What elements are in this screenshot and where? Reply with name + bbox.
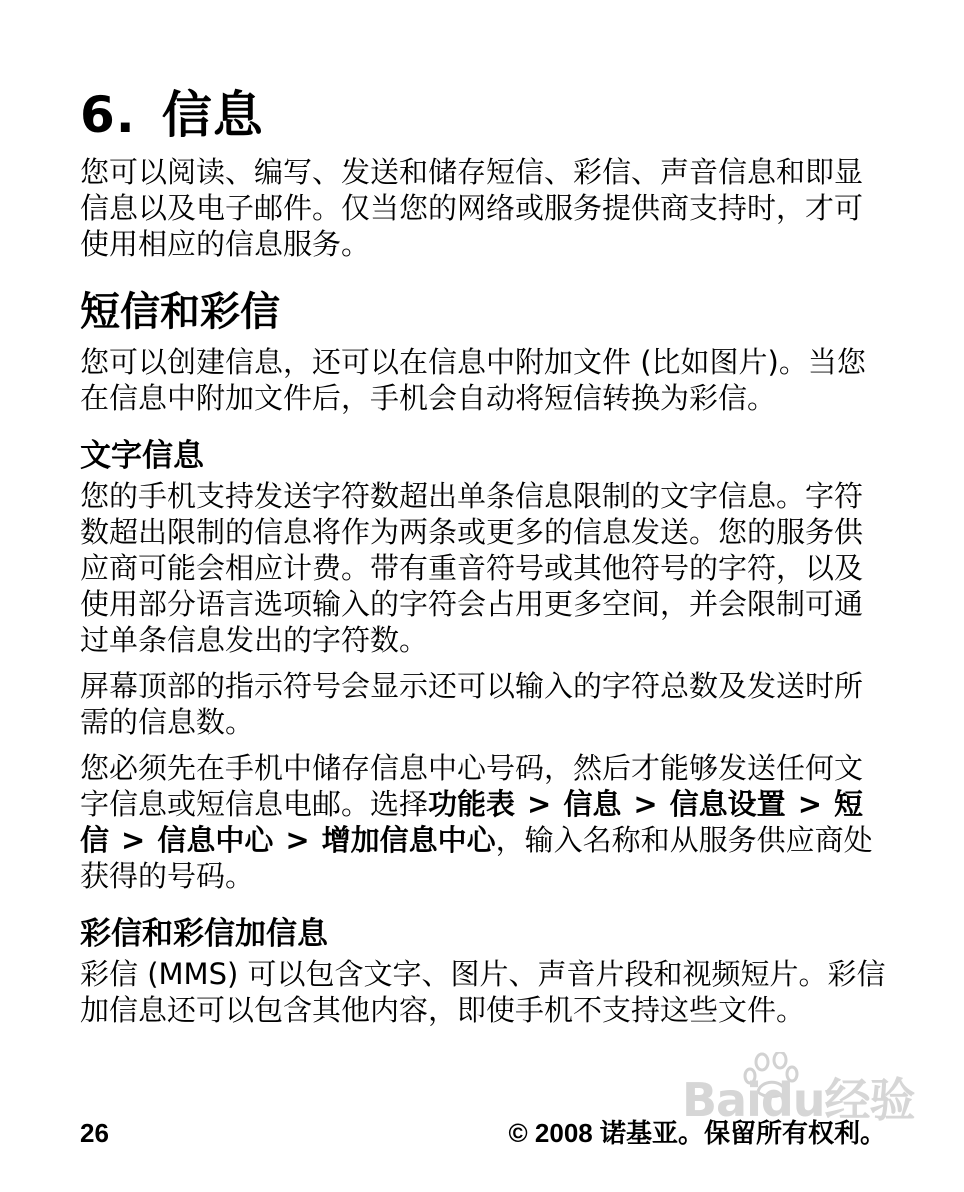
paragraph-3-lead: 您必须先在手机中储存信息中心号码，然后才能够发送任何文字信息或短信息电邮。选择 <box>80 751 864 821</box>
paragraph-3-tail: ，输入名称和从服务供应商处获得的号码。 <box>80 823 873 893</box>
watermark-text: Baidu经验 <box>682 1073 915 1127</box>
section-sms-mms-paragraph: 您可以创建信息，还可以在信息中附加文件 (比如图片)。当您在信息中附加文件后，手机会自动将短信转换为彩信。 <box>80 345 866 415</box>
section-heading-mms-plus: 彩信和彩信加信息 <box>80 916 328 952</box>
text-messages-paragraph-1: 您的手机支持发送字符数超出单条信息限制的文字信息。字符数超出限制的信息将作为两条或更多的信息发送。您的服务供应商可能会相应计费。带有重音符号或其他符号的字符，以及使用部分语言选项输入的字符会占用更多空间，并会限制可通过单条信息发出的字符数。 <box>80 479 864 657</box>
menu-separator: > <box>527 787 552 821</box>
section-heading-sms-mms: 短信和彩信 <box>80 289 280 335</box>
menu-separator: > <box>285 823 310 857</box>
copyright-notice: © 2008 诺基亚。保留所有权利。 <box>508 1118 886 1148</box>
menu-separator: > <box>121 823 146 857</box>
menu-item-messages: 信息 <box>563 787 622 821</box>
baidu-jingyan-watermark <box>682 1052 915 1127</box>
paw-print-icon <box>740 1052 810 1098</box>
chapter-title: 信息 <box>161 86 264 144</box>
menu-item-function-list: 功能表 <box>428 787 516 821</box>
text-messages-paragraph-2: 屏幕顶部的指示符号会显示还可以输入的字符总数及发送时所需的信息数。 <box>80 669 864 739</box>
menu-item-add-message-centre: 增加信息中心 <box>321 823 496 857</box>
section-heading-text-messages: 文字信息 <box>80 438 204 474</box>
chapter-heading <box>80 84 886 146</box>
menu-separator: > <box>633 787 658 821</box>
chapter-intro: 您可以阅读、编写、发送和储存短信、彩信、声音信息和即显信息以及电子邮件。仅当您的网络或服务提供商支持时，才可使用相应的信息服务。 <box>80 155 864 261</box>
chapter-number: 6. <box>80 86 136 144</box>
page-content <box>80 84 886 1028</box>
section-mms-plus-paragraph: 彩信 (MMS) 可以包含文字、图片、声音片段和视频短片。彩信加信息还可以包含其他内容，即使手机不支持这些文件。 <box>80 957 886 1027</box>
text-messages-paragraph-3 <box>80 750 886 894</box>
page-footer <box>80 1116 886 1150</box>
menu-item-sms: 短信 <box>80 787 864 857</box>
page-number: 26 <box>80 1118 109 1148</box>
menu-item-message-centre: 信息中心 <box>157 823 274 857</box>
menu-separator: > <box>797 787 822 821</box>
menu-item-message-settings: 信息设置 <box>669 787 786 821</box>
